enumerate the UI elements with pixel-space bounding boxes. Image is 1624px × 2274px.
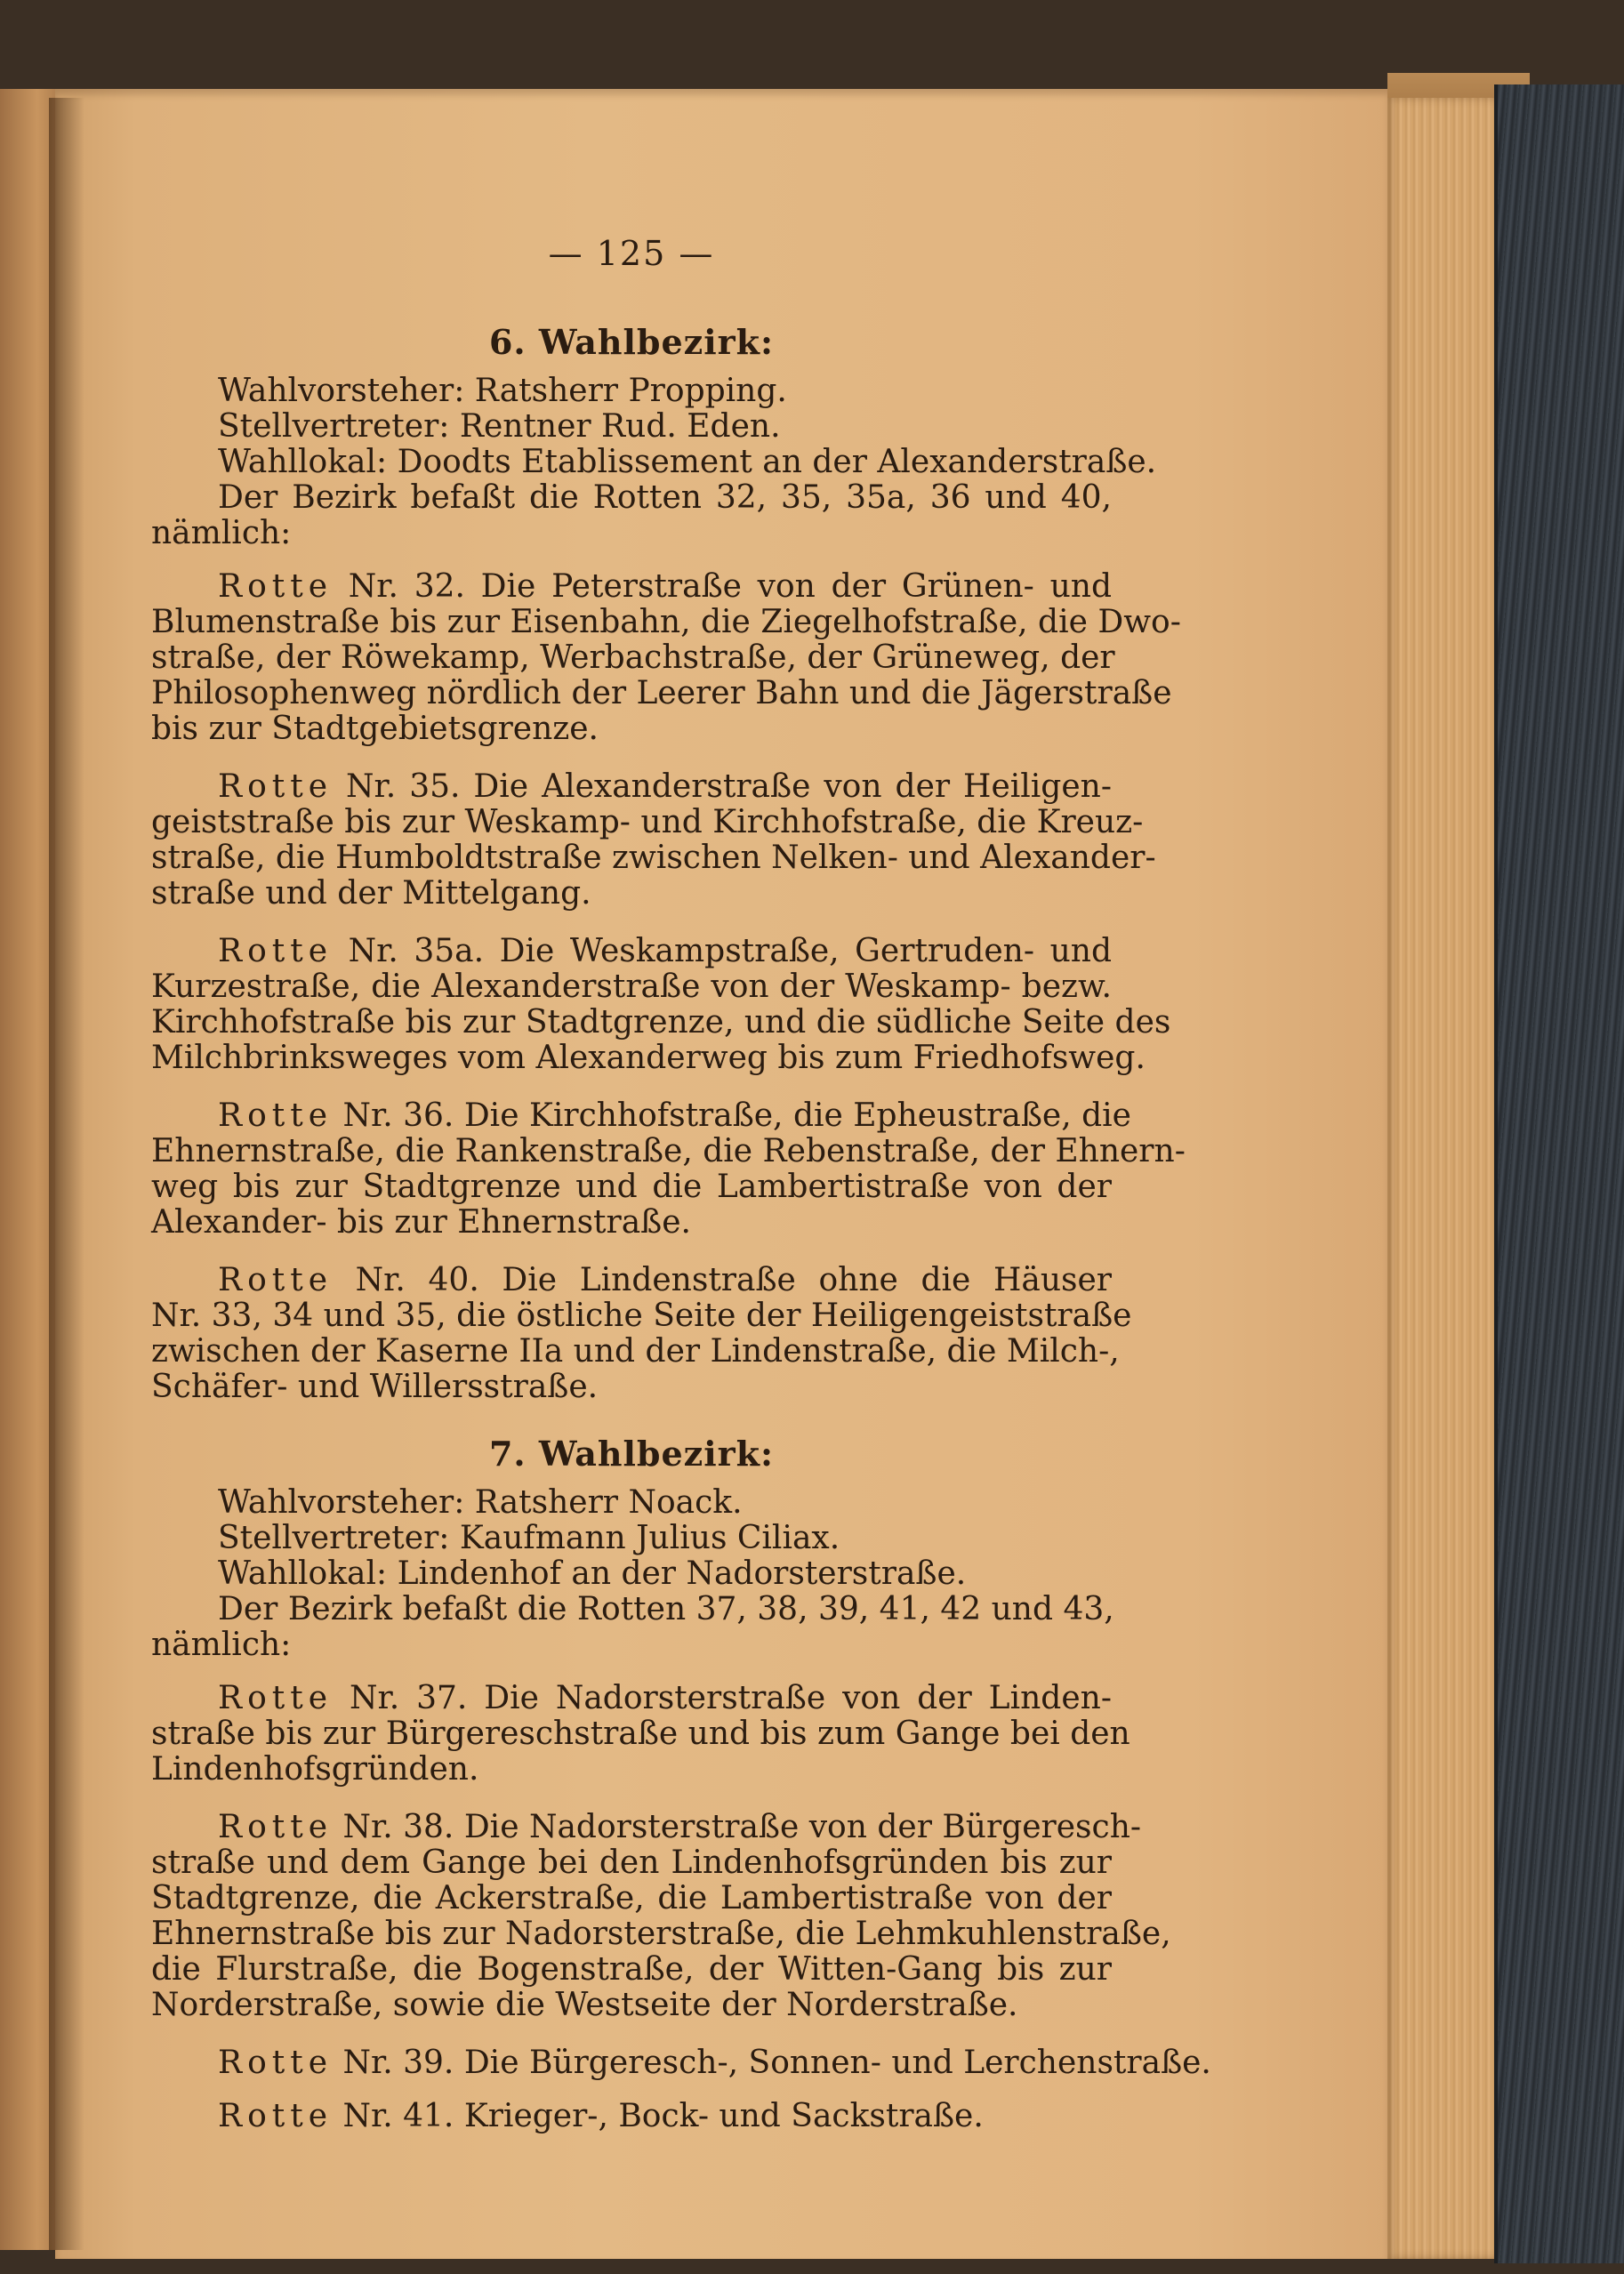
rotte-line: Ehnernstraße, die Rankenstraße, die Rebenstraße, der Ehnern- bbox=[151, 1133, 1186, 1169]
bezirk-line: nämlich: bbox=[151, 515, 292, 551]
rotte-label: Rotte bbox=[218, 2045, 334, 2081]
rotte-line: Kirchhofstraße bis zur Stadtgrenze, und die südliche Seite des bbox=[151, 1004, 1171, 1041]
rotte-line: Ehnernstraße bis zur Nadorsterstraße, die Lehmkuhlenstraße, bbox=[151, 1916, 1171, 1952]
rotte-line: straße bis zur Bürgereschstraße und bis zum Gange bei den bbox=[151, 1716, 1130, 1752]
rotte-line: Rotte Nr. 35a. Die Weskampstraße, Gertruden- und bbox=[218, 933, 1112, 969]
rotte-line: weg bis zur Stadtgrenze und die Lambertistraße von der bbox=[151, 1169, 1112, 1205]
rotte-line: Rotte Nr. 41. Krieger-, Bock- und Sackstraße. bbox=[218, 2098, 984, 2134]
rotte-line: geiststraße bis zur Weskamp- und Kirchhofstraße, die Kreuz- bbox=[151, 804, 1144, 840]
rotte-line: straße, die Humboldtstraße zwischen Nelken- und Alexander- bbox=[151, 840, 1156, 876]
bezirk-line: Der Bezirk befaßt die Rotten 37, 38, 39, 41, 42 und 43, bbox=[218, 1591, 1114, 1627]
rotte-line: Rotte Nr. 32. Die Peterstraße von der Grünen- und bbox=[218, 568, 1112, 605]
rotte-line: Philosophenweg nördlich der Leerer Bahn und die Jägerstraße bbox=[151, 675, 1172, 711]
page-stack-edges bbox=[1387, 98, 1512, 2259]
rotte-line: straße und dem Gange bei den Lindenhofsgründen bis zur bbox=[151, 1844, 1112, 1881]
rotte-line: Rotte Nr. 35. Die Alexanderstraße von der Heiligen- bbox=[218, 768, 1112, 805]
book-gutter bbox=[49, 98, 84, 2250]
rotte-line: straße und der Mittelgang. bbox=[151, 875, 591, 912]
rotte-line: bis zur Stadtgebietsgrenze. bbox=[151, 711, 599, 747]
rotte-line: zwischen der Kaserne IIa und der Lindenstraße, die Milch-, bbox=[151, 1333, 1120, 1370]
book-cover bbox=[1494, 84, 1624, 2263]
rotte-label: Rotte bbox=[218, 933, 334, 969]
rotte-line: Kurzestraße, die Alexanderstraße von der Weskamp- bezw. bbox=[151, 968, 1112, 1005]
rotte-label: Rotte bbox=[218, 768, 334, 805]
rotte-line: Alexander- bis zur Ehnernstraße. bbox=[151, 1204, 691, 1241]
rotte-line: Stadtgrenze, die Ackerstraße, die Lambertistraße von der bbox=[151, 1880, 1112, 1916]
rotte-line: die Flurstraße, die Bogenstraße, der Witten-Gang bis zur bbox=[151, 1951, 1112, 1988]
rotte-line: Milchbrinksweges vom Alexanderweg bis zum Friedhofsweg. bbox=[151, 1040, 1146, 1076]
page-number: — 125 — bbox=[548, 234, 715, 273]
rotte-line: Rotte Nr. 38. Die Nadorsterstraße von der Bürgeresch- bbox=[218, 1809, 1142, 1845]
rotte-line: Lindenhofsgründen. bbox=[151, 1751, 479, 1788]
section-heading: 6. Wahlbezirk: bbox=[488, 322, 775, 362]
rotte-line: Blumenstraße bis zur Eisenbahn, die Ziegelhofstraße, die Dwo- bbox=[151, 604, 1181, 640]
rotte-line: straße, der Röwekamp, Werbachstraße, der Grüneweg, der bbox=[151, 639, 1115, 676]
rotte-line: Nr. 33, 34 und 35, die östliche Seite der Heiligengeiststraße bbox=[151, 1298, 1132, 1334]
rotte-label: Rotte bbox=[218, 1262, 334, 1298]
wahllokal-line: Wahllokal: Doodts Etablissement an der Alexanderstraße. bbox=[218, 444, 1157, 480]
rotte-label: Rotte bbox=[218, 568, 334, 605]
rotte-line: Norderstraße, sowie die Westseite der Norderstraße. bbox=[151, 1987, 1018, 2023]
section-heading: 7. Wahlbezirk: bbox=[488, 1434, 775, 1474]
rotte-label: Rotte bbox=[218, 1680, 334, 1716]
wahllokal-line: Wahllokal: Lindenhof an der Nadorsterstraße. bbox=[218, 1555, 967, 1592]
rotte-line: Rotte Nr. 37. Die Nadorsterstraße von der Linden- bbox=[218, 1680, 1112, 1716]
rotte-label: Rotte bbox=[218, 2098, 334, 2134]
rotte-line: Rotte Nr. 39. Die Bürgeresch-, Sonnen- und Lerchenstraße. bbox=[218, 2045, 1211, 2081]
rotte-line: Rotte Nr. 36. Die Kirchhofstraße, die Epheustraße, die bbox=[218, 1097, 1131, 1134]
wahlvorsteher-line: Wahlvorsteher: Ratsherr Propping. bbox=[218, 373, 787, 409]
stellvertreter-line: Stellvertreter: Kaufmann Julius Ciliax. bbox=[218, 1520, 840, 1556]
rotte-line: Rotte Nr. 40. Die Lindenstraße ohne die Häuser bbox=[218, 1262, 1112, 1298]
bezirk-line: nämlich: bbox=[151, 1627, 292, 1663]
rotte-label: Rotte bbox=[218, 1809, 334, 1845]
bezirk-line: Der Bezirk befaßt die Rotten 32, 35, 35a, 36 und 40, bbox=[218, 479, 1112, 516]
wahlvorsteher-line: Wahlvorsteher: Ratsherr Noack. bbox=[218, 1484, 743, 1521]
rotte-label: Rotte bbox=[218, 1097, 334, 1134]
rotte-line: Schäfer- und Willersstraße. bbox=[151, 1369, 599, 1405]
stellvertreter-line: Stellvertreter: Rentner Rud. Eden. bbox=[218, 408, 781, 445]
